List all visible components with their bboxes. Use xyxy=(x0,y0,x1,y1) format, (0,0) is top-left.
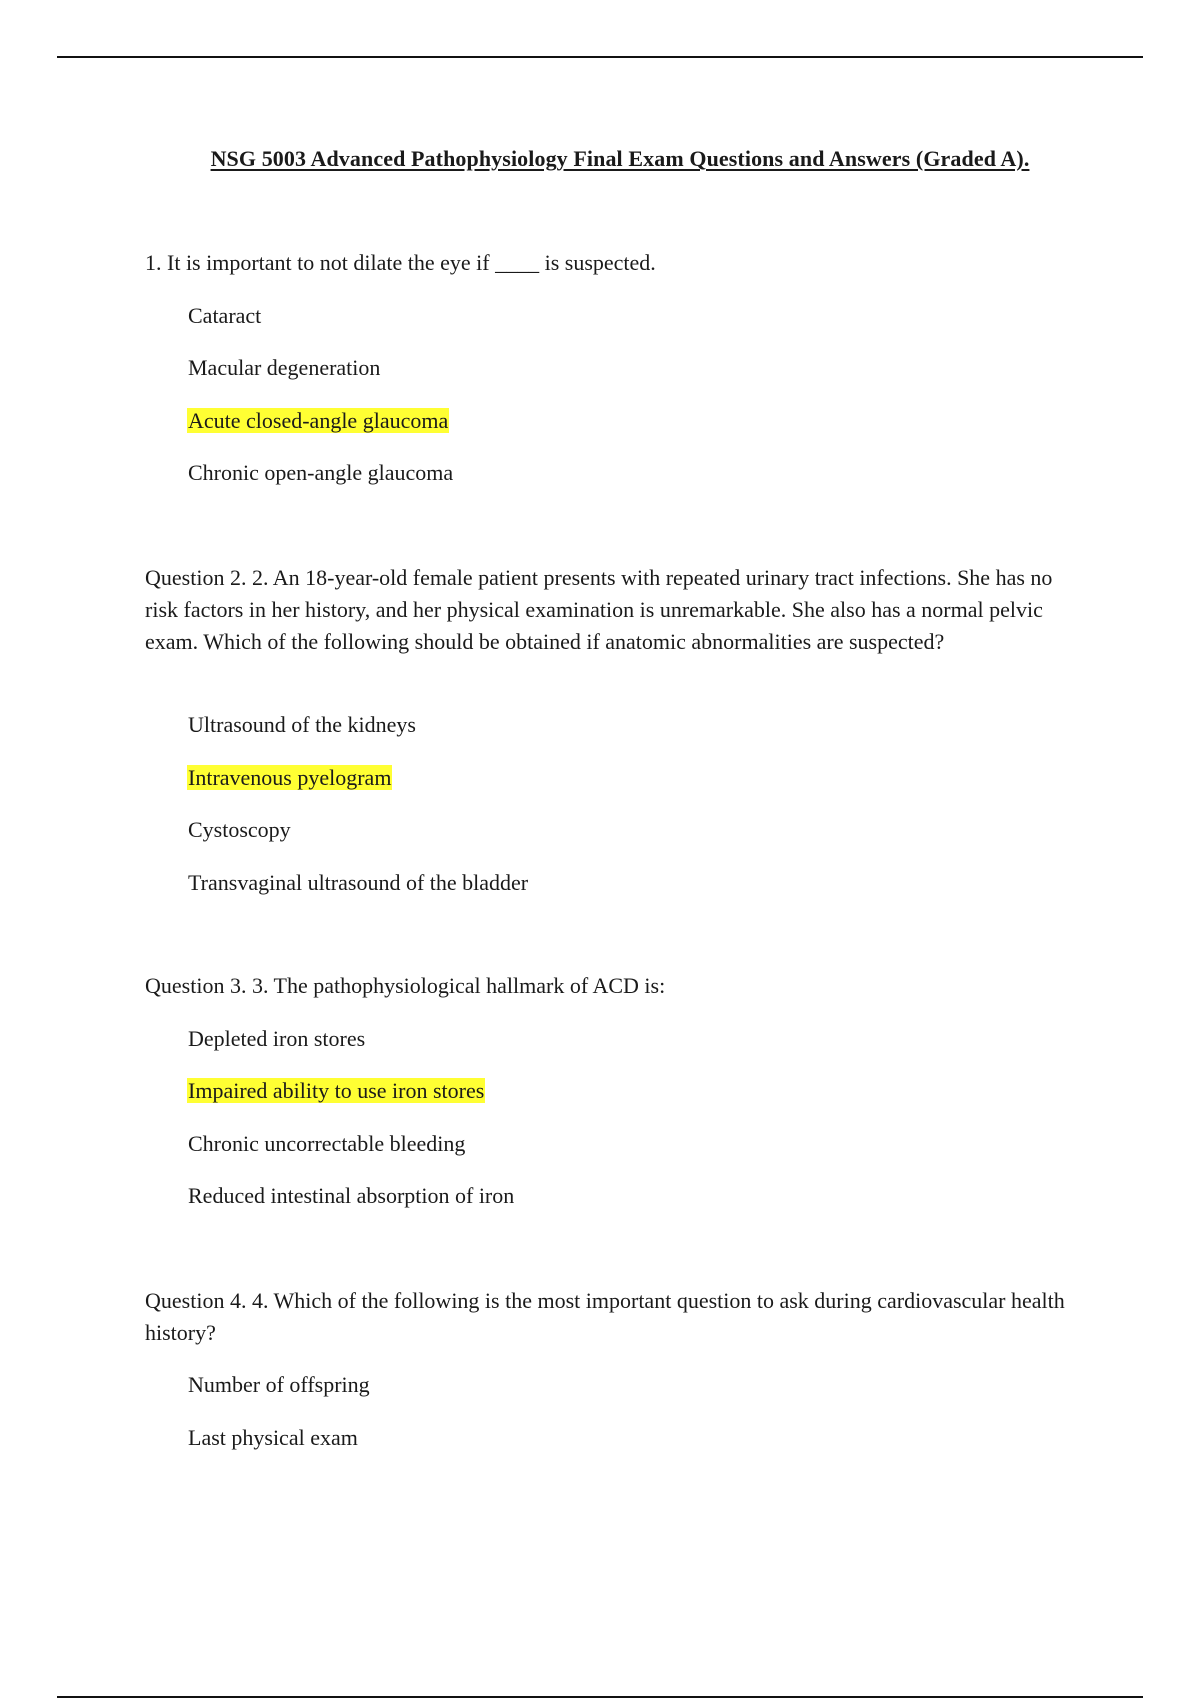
header-rule xyxy=(57,56,1143,58)
highlighted-answer: Intravenous pyelogram xyxy=(188,765,392,790)
question-4-option-2 xyxy=(187,1424,359,1452)
highlighted-answer: Impaired ability to use iron stores xyxy=(188,1078,485,1103)
question-3-option-1 xyxy=(187,1025,366,1053)
option-label: Number of offspring xyxy=(188,1372,370,1397)
question-1-option-2 xyxy=(187,354,381,382)
option-label: Chronic open-angle glaucoma xyxy=(188,460,454,485)
option-label: Macular degeneration xyxy=(188,355,381,380)
question-1-option-4 xyxy=(187,459,454,487)
question-1-option-3-answer xyxy=(187,407,449,435)
document-title: NSG 5003 Advanced Pathophysiology Final Exam Questions and Answers (Graded A). xyxy=(210,146,1030,171)
option-label: Ultrasound of the kidneys xyxy=(188,712,416,737)
option-label: Last physical exam xyxy=(188,1425,358,1450)
question-4-option-1 xyxy=(187,1371,371,1399)
option-label: Reduced intestinal absorption of iron xyxy=(188,1183,515,1208)
footer-rule xyxy=(57,1696,1143,1698)
question-2-option-3 xyxy=(187,816,292,844)
question-3-text: Question 3. 3. The pathophysiological hallmark of ACD is: xyxy=(145,973,666,998)
question-3-option-3 xyxy=(187,1130,466,1158)
question-2-option-4 xyxy=(187,869,529,897)
question-2-option-2-answer xyxy=(187,764,392,792)
option-label: Depleted iron stores xyxy=(188,1026,366,1051)
highlighted-answer: Acute closed-angle glaucoma xyxy=(188,408,449,433)
option-label: Chronic uncorrectable bleeding xyxy=(188,1131,466,1156)
question-3-option-4 xyxy=(187,1182,515,1210)
question-1-option-1 xyxy=(187,302,262,330)
question-1-text: 1. It is important to not dilate the eye if ____ is suspected. xyxy=(145,250,656,275)
question-3-option-2-answer xyxy=(187,1077,485,1105)
option-label: Transvaginal ultrasound of the bladder xyxy=(188,870,529,895)
option-label: Cataract xyxy=(188,303,262,328)
option-label: Cystoscopy xyxy=(188,817,291,842)
question-4-text: Question 4. 4. Which of the following is the most important question to ask during cardiovascular health history? xyxy=(145,1288,1065,1345)
question-2-text: Question 2. 2. An 18-year-old female patient presents with repeated urinary tract infections. She has no risk factors in her history, and her physical examination is unremarkable. She also has a normal pelvic exam. Which of the following should be obtained if anatomic abnormalities are suspected? xyxy=(145,565,1053,654)
question-2-option-1 xyxy=(187,711,417,739)
